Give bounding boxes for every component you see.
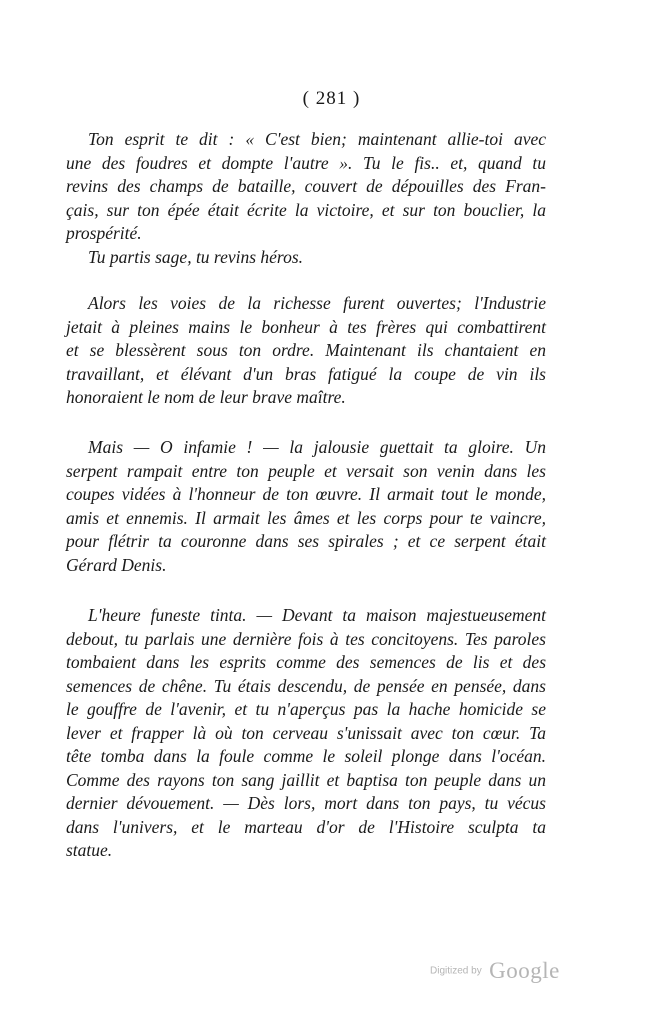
paragraph-1 bbox=[66, 128, 546, 269]
text-line: jetait à pleines mains le bonheur à tes frères qui combattirent bbox=[66, 316, 546, 337]
text-line: coupes vidées à l'honneur de ton œuvre. Il armait tout le monde, bbox=[66, 484, 546, 504]
text-line: honoraient le nom de leur brave maître. bbox=[66, 387, 346, 407]
text-line: une des foudres et dompte l'autre ». Tu le fis.. et, quand tu bbox=[66, 152, 546, 173]
text-line: lever et frapper là où ton cerveau s'unissait avec ton cœur. Ta bbox=[66, 722, 546, 743]
text-line: dernier dévouement. — Dès lors, mort dans ton pays, tu vécus bbox=[66, 793, 546, 813]
watermark-prefix: Digitized by bbox=[430, 965, 482, 977]
paragraph-3 bbox=[66, 436, 546, 577]
text-line: L'heure funeste tinta. — Devant ta maison majestueusement bbox=[88, 605, 546, 625]
text-line: prospérité. bbox=[66, 223, 142, 243]
text-line: le gouffre de l'avenir, et tu n'aperçus pas la hache homicide se bbox=[66, 699, 546, 719]
text-line: et se blessèrent sous ton ordre. Maintenant ils chantaient en bbox=[66, 340, 546, 360]
text-line: amis et ennemis. Il armait les âmes et les corps pour te vaincre, bbox=[66, 507, 546, 528]
text-line: dans l'univers, et le marteau d'or de l'Histoire sculpta ta bbox=[66, 816, 546, 837]
paragraph-4 bbox=[66, 604, 546, 863]
text-line: tête tomba dans la foule comme le soleil plonge dans l'océan. bbox=[66, 746, 546, 766]
text-line: revins des champs de bataille, couvert de dépouilles des Fran- bbox=[66, 176, 546, 196]
text-line: serpent rampait entre ton peuple et versait son venin dans les bbox=[66, 460, 546, 481]
text-line: pour flétrir ta couronne dans ses spirales ; et ce serpent était bbox=[66, 531, 546, 551]
page-number: ( 281 ) bbox=[302, 88, 361, 109]
text-line: Gérard Denis. bbox=[66, 554, 167, 575]
text-line: Mais — O infamie ! — la jalousie guettait ta gloire. Un bbox=[88, 437, 546, 457]
google-logo: Google bbox=[489, 958, 560, 983]
text-line: semences de chêne. Tu étais descendu, de pensée en pensée, dans bbox=[66, 675, 546, 696]
text-line: Ton esprit te dit : « C'est bien; maintenant allie-toi avec bbox=[88, 129, 546, 149]
paragraph-2 bbox=[66, 292, 546, 410]
text-line: statue. bbox=[66, 840, 113, 860]
text-line: Comme des rayons ton sang jaillit et baptisa ton peuple dans un bbox=[66, 769, 546, 790]
text-line: Alors les voies de la richesse furent ouvertes; l'Industrie bbox=[88, 293, 546, 313]
text-line: çais, sur ton épée était écrite la victoire, et sur ton bouclier, la bbox=[66, 199, 546, 220]
text-line: tombaient dans les esprits comme des semences de lis et des bbox=[66, 652, 546, 672]
google-watermark bbox=[430, 958, 560, 984]
text-line: travaillant, et élévant d'un bras fatigué la coupe de vin ils bbox=[66, 363, 546, 384]
text-line: Tu partis sage, tu revins héros. bbox=[88, 246, 304, 267]
text-line: debout, tu parlais une dernière fois à tes concitoyens. Tes paroles bbox=[66, 628, 546, 649]
